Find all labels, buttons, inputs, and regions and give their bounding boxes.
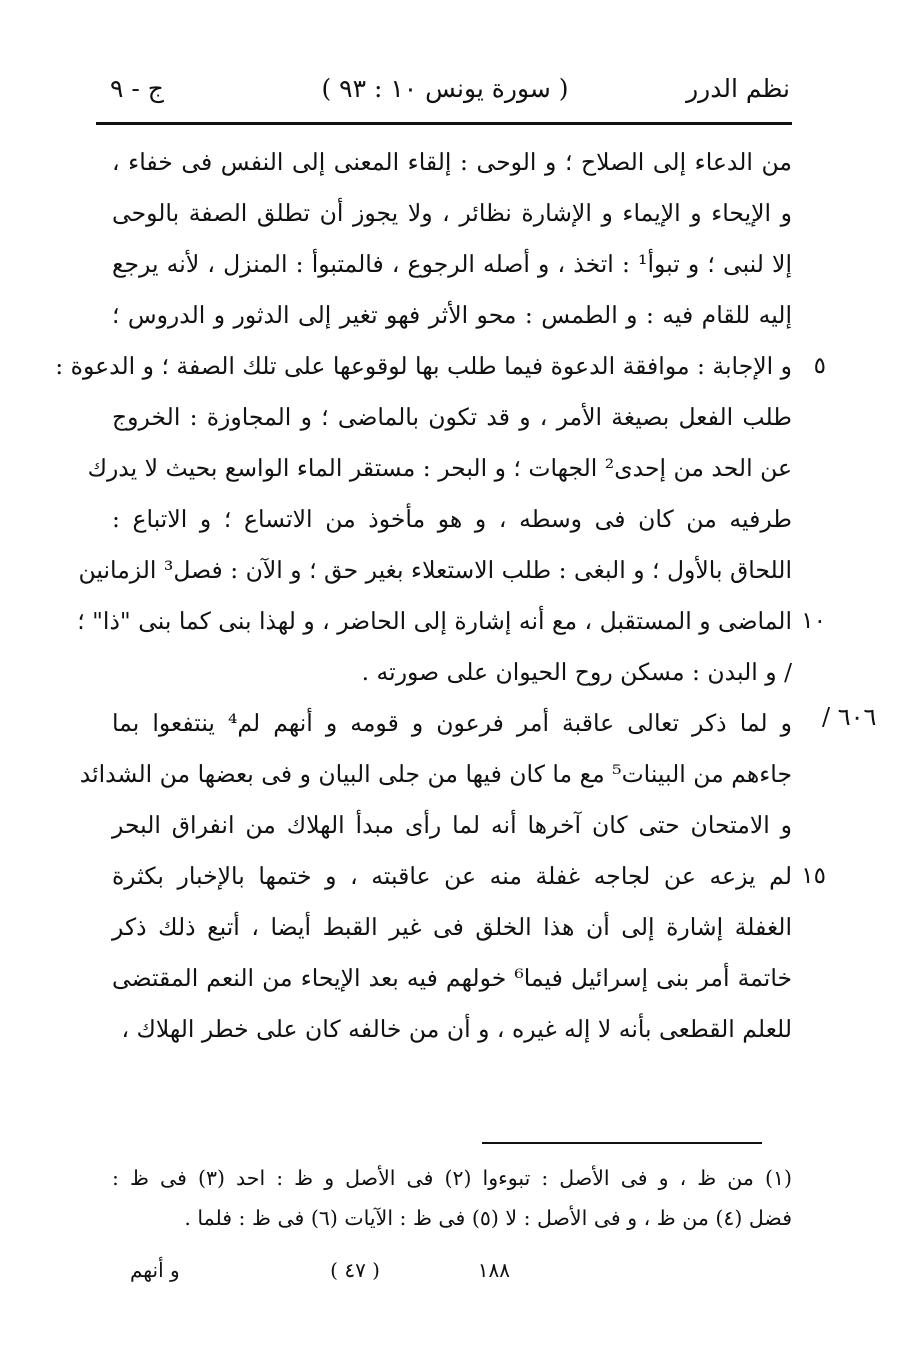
- text-line: و الإيحاء و الإيماء و الإشارة نظائر ، ولا يجوز أن تطلق الصفة بالوحى: [112, 199, 792, 227]
- volume-number: ج - ٩: [110, 74, 164, 103]
- text-line: و لما ذكر تعالى عاقبة أمر فرعون و قومه و أنهم لم⁴ ينتفعوا بما: [112, 709, 792, 737]
- page-footer: [100, 1258, 800, 1298]
- text-line: إلا لنبى ؛ و تبوأ¹ : اتخذ ، و أصله الرجوع ، فالمتبوأ : المنزل ، لأنه يرجع: [112, 250, 792, 278]
- text-line: الماضى و المستقبل ، مع أنه إشارة إلى الحاضر ، و لهذا بنى كما بنى "ذا" ؛ ١٠: [112, 596, 792, 647]
- catchword: و أنهم: [130, 1258, 180, 1282]
- text-line: اللحاق بالأول ؛ و البغى : طلب الاستعلاء بغير حق ؛ و الآن : فصل³ الزمانين: [78, 556, 792, 584]
- header-rule: [96, 122, 792, 125]
- footnotes: [112, 1158, 792, 1238]
- text-line: و الامتحان حتى كان آخرها أنه لما رأى مبدأ الهلاك من انفراق البحر: [112, 811, 792, 839]
- footnote-line: (١) من ظ ، و فى الأصل : تبوءوا (٢) فى الأصل و ظ : احد (٣) فى ظ :: [112, 1166, 792, 1190]
- text-line: / و البدن : مسكن روح الحيوان على صورته .: [361, 658, 792, 686]
- line-number: ١٥: [801, 863, 826, 889]
- line-number: ٥: [813, 353, 826, 379]
- text-line: طلب الفعل بصيغة الأمر ، و قد تكون بالماضى ؛ و المجاوزة : الخروج: [112, 403, 792, 431]
- text-line: خاتمة أمر بنى إسرائيل فيما⁶ خولهم فيه بعد الإيحاء من النعم المقتضى: [112, 964, 793, 992]
- main-text: [55, 137, 826, 1055]
- footnote-line: فضل (٤) من ظ ، و فى الأصل : لا (٥) فى ظ : الآيات (٦) فى ظ : فلما .: [184, 1206, 792, 1230]
- text-line: من الدعاء إلى الصلاح ؛ و الوحى : إلقاء المعنى إلى النفس فى خفاء ،: [112, 148, 792, 176]
- signature-mark: ( ٤٧ ): [330, 1258, 380, 1282]
- text-line: لم يزعه عن لجاجه غفلة منه عن عاقبته ، و ختمها بالإخبار بكثرة ١٥: [112, 851, 792, 902]
- margin-page-reference: ٦٠٦ /: [822, 703, 877, 731]
- text-line: للعلم القطعى بأنه لا إله غيره ، و أن من خالفه كان على خطر الهلاك ،: [121, 1015, 792, 1043]
- text-line: الغفلة إشارة إلى أن هذا الخلق فى غير القبط أيضا ، أتبع ذلك ذكر: [112, 913, 792, 941]
- text-line: و الإجابة : موافقة الدعوة فيما طلب بها لوقوعها على تلك الصفة ؛ و الدعوة : ٥: [112, 341, 792, 392]
- line-number: ١٠: [801, 608, 826, 634]
- text-line: إليه للقام فيه : و الطمس : محو الأثر فهو تغير إلى الدثور و الدروس ؛: [112, 301, 792, 329]
- page-number: ١٨٨: [477, 1258, 510, 1282]
- running-header: [100, 74, 790, 114]
- surah-reference: ( سورة يونس ١٠ : ٩٣ ): [321, 74, 569, 103]
- text-line: جاءهم من البينات⁵ مع ما كان فيها من جلى البيان و فى بعضها من الشدائد: [79, 760, 792, 788]
- text-line: عن الحد من إحدى² الجهات ؛ و البحر : مستقر الماء الواسع بحيث لا يدرك: [87, 454, 792, 482]
- text-line: طرفيه من كان فى وسطه ، و هو مأخوذ من الاتساع ؛ و الاتباع :: [112, 505, 792, 533]
- book-title: نظم الدرر: [686, 74, 790, 103]
- footnote-rule: [482, 1142, 762, 1144]
